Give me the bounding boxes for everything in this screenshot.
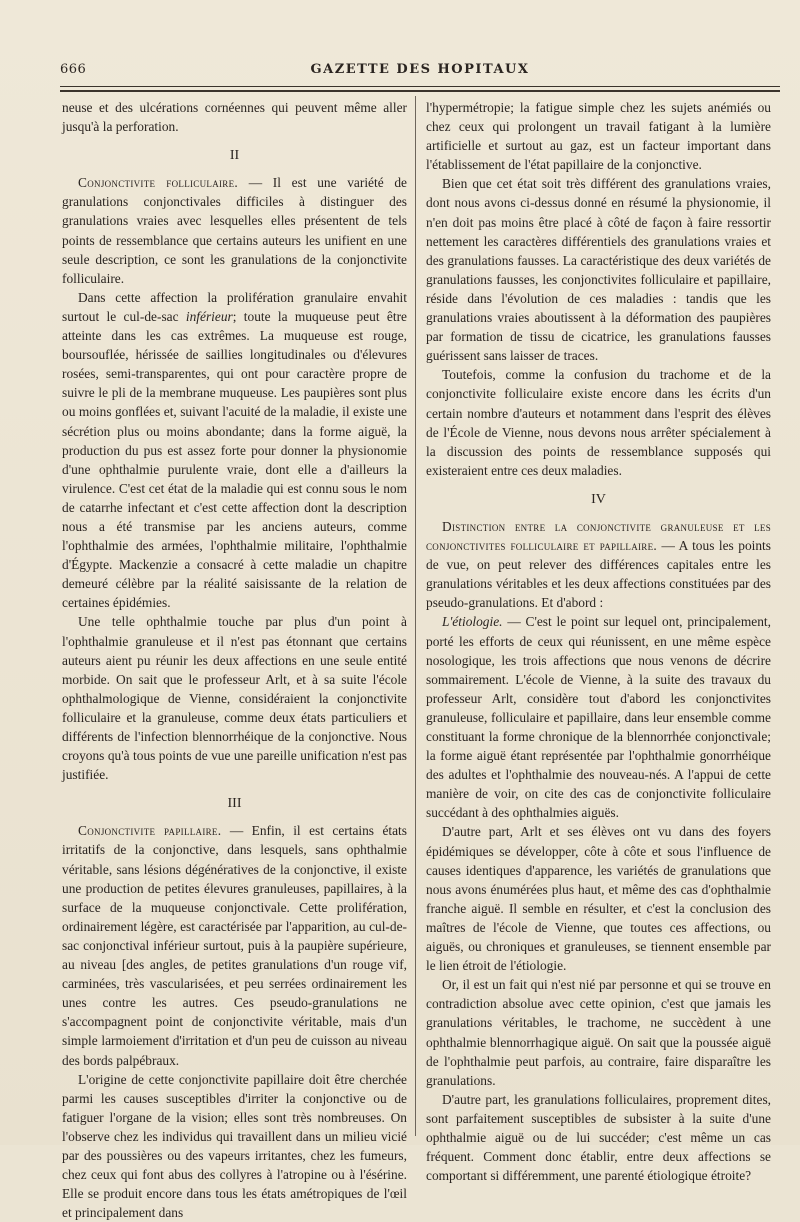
paragraph: L'origine de cette conjonctivite papillaire doit être cherchée parmi les causes susceptibles d'irriter la conjonctive ou de fatiguer l'organe de la vision; elles sont très nombreuses. On l'observe chez les individus qui travaillent dans un milieu vicié par des poussières ou des vapeurs irritantes, chez les fumeurs, chez ceux qui font abus des collyres à l'atropine ou à l'ésérine. Elle se produit encore dans tous les états amétropiques de l'œil et principalement dans [62, 1071, 407, 1221]
paragraph [62, 288, 407, 613]
paragraph-text: — C'est le point sur lequel ont, principalement, porté les efforts de ceux qui réunissent, en une même espèce nosologique, les trois affections que nous venons de décrire sommairement. L'école de Vienne, à la suite des travaux du professeur Arlt, considère tout d'abord les conjonctivites granuleuse, folliculaire et papillaire, dans leur ensemble comme constituant la forme chronique de la blennorrhée conjonctivale; la forme aiguë étant représentée par l'ophthalmie gonorrhéique des adultes et l'ophthalmie des nouveau-nés. A l'appui de cette manière de voir, on cite des cas de conjonctivite folliculaire succédant à des ophthalmies aiguës. [426, 614, 771, 821]
page-header [60, 62, 780, 84]
page-number: 666 [60, 62, 87, 77]
header-rule [60, 86, 780, 87]
paragraph [426, 517, 771, 612]
paragraph-text: — Enfin, il est certains états irritatifs de la conjonctive, dans lesquels, sans ophthalmie véritable, sans lésions dégénératives de la conjonctive, il existe une production de petites élevures granuleuses, papillaires, à la surface de la muqueuse conjonctivale. Cette prolifération, ordinairement légère, est caractérisée par l'apparition, au cul-de-sac conjonctival inférieur surtout, puis à la paupière supérieure, au niveau [des angles, de petites granulations d'un rouge vif, carminées, très vascularisées, et peu serrées ordinairement les unes contre les autres. Ces pseudo-granulations ne s'accompagnent point de conjonctivite véritable, mais d'un simple larmoiement d'irritation et d'un peu de cuisson au niveau des bords palpébraux. [62, 823, 407, 1068]
column-divider [415, 96, 416, 1136]
section-title: Conjonctivite folliculaire. [78, 175, 239, 191]
italic-text: inférieur [185, 308, 233, 324]
left-column [62, 98, 407, 1221]
paragraph [62, 173, 407, 288]
paragraph: Or, il est un fait qui n'est nié par personne et qui se trouve en contradiction absolue avec cette opinion, c'est que jamais les granulations véritables, le trachome, ne succèdent à une ophthalmie blennorrhagique aiguë. On sait que la poussée aiguë de l'ophthalmie peut parfois, au contraire, faire disparaître les granulations. [426, 977, 771, 1088]
section-numeral: III [227, 796, 242, 812]
right-column [426, 98, 771, 1184]
paragraph-text: ; toute la muqueuse peut être atteinte dans les cas extrêmes. La muqueuse est rouge, boursouflée, hérissée de saillies longitudinales ou d'élevures rosées, semi-transparentes, qui ont pour caractère propre de suivre le pli de la membrane muqueuse. Les paupières sont plus ou moins gonflées et, suivant l'acuité de la maladie, il existe une sécrétion plus ou moins abondante; dans la forme aiguë, la production du pus est assez forte pour donner la physionomie d'une ophthalmie purulente vraie, dont elle a d'ailleurs la virulence. C'est cet état de la maladie qui est connu sous le nom de catarrhe infectant et c'est cette affection dont la description nous a été transmise par les anciens auteurs, comme l'ophthalmie des armées, l'ophthalmie militaire, l'ophthalmie d'Égypte. Mackenzie a consacré à cette maladie un chapitre demeuré célèbre par la réalité saisissante de la relation de certaines épidémies. [62, 308, 407, 611]
italic-text: L'étiologie. [442, 614, 503, 630]
paragraph: Bien que cet état soit très différent des granulations vraies, dont nous avons ci-dessus donné en résumé la physionomie, il n'en doit pas moins être placé à côté de façon à faire ressortir nettement les caractères différentiels des granulations vraies et des granulations fausses. La caractéristique des deux variétés de granulations fausses, les conjonctivites folliculaire et papillaire, réside dans l'évolution de ces maladies : tandis que les granulations vraies aboutissent à la déformation des paupières par formation de tissu de cicatrice, les granulations fausses guérissent sans laisser de traces. [426, 176, 771, 364]
section-numeral: II [229, 148, 240, 164]
section-title: Distinction entre la conjonctivite granuleuse et les conjonctivites folliculaire et papillaire. [426, 518, 771, 554]
paragraph: l'hypermétropie; la fatigue simple chez les sujets anémiés ou chez ceux qui prolongent un travail fatigant à la lumière artificielle et surtout au gaz, est un facteur important dans l'établissement de l'état papillaire de la conjonctive. [426, 100, 771, 173]
paragraph-text: Dans cette affection la prolifération granulaire envahit surtout le cul-de-sac [62, 289, 407, 324]
section-numeral: IV [591, 491, 606, 507]
journal-title: GAZETTE DES HOPITAUX [310, 62, 530, 77]
paragraph [426, 612, 771, 822]
paragraph [62, 821, 407, 1069]
paragraph-text: — Il est une variété de granulations conjonctivales difficiles à distinguer des granulations vraies avec lesquelles elles présentent de tels points de ressemblance que certains auteurs les unifient en une seule description, ce sont les granulations de la conjonctivite folliculaire. [62, 175, 407, 286]
paragraph: neuse et des ulcérations cornéennes qui peuvent même aller jusqu'à la perforation. [62, 100, 407, 135]
paragraph: Toutefois, comme la confusion du trachome et de la conjonctivite folliculaire existe encore dans les écrits d'un certain nombre d'auteurs et notamment dans l'esprit des élèves de l'École de Vienne, nous devons nous arrêter spécialement à la discussion des points de ressemblance supposés qui existeraient entre ces deux maladies. [426, 367, 771, 478]
section-title: Conjonctivite papillaire. [78, 823, 222, 839]
paragraph: D'autre part, Arlt et ses élèves ont vu dans des foyers épidémiques se développer, côte à côte et sous l'influence de causes identiques d'apparence, les variétés de granulations que nous avons énumérées plus haut, et même des cas d'ophthalmie franche aiguë. Il semble en résulter, et c'est la conclusion des maîtres de l'école de Vienne, que toutes ces affections, ou aiguës, ou chroniques et granuleuses, se tiennent ensemble par le lien étroit de l'étiologie. [426, 824, 771, 974]
header-rule-thick [60, 90, 780, 92]
paragraph: D'autre part, les granulations folliculaires, proprement dites, sont parfaitement susceptibles de subsister à la suite d'une ophthalmie aiguë ou de lui succéder; c'est même un cas fréquent. Comment donc établir, entre deux affections se comportant si différemment, une parenté étiologique étroite? [426, 1091, 771, 1184]
paragraph-text: — A tous les points de vue, on peut relever des différences capitales entre les granulations véritables et les deux affections constituées par des pseudo-granulations. Et d'abord : [426, 538, 771, 611]
paragraph: Une telle ophthalmie touche par plus d'un point à l'ophthalmie granuleuse et il n'est pas étonnant que certains auteurs aient pu réunir les deux affections en une seule entité morbide. On sait que le professeur Arlt, et à sa suite l'école ophthalmologique de Vienne, considéraient la conjonctivite folliculaire et la granuleuse, comme deux états particuliers et différents de l'infection blennorrhéique de la conjonctive. Nous croyons qu'à tous points de vue une pareille unification n'est pas justifiée. [62, 614, 407, 783]
